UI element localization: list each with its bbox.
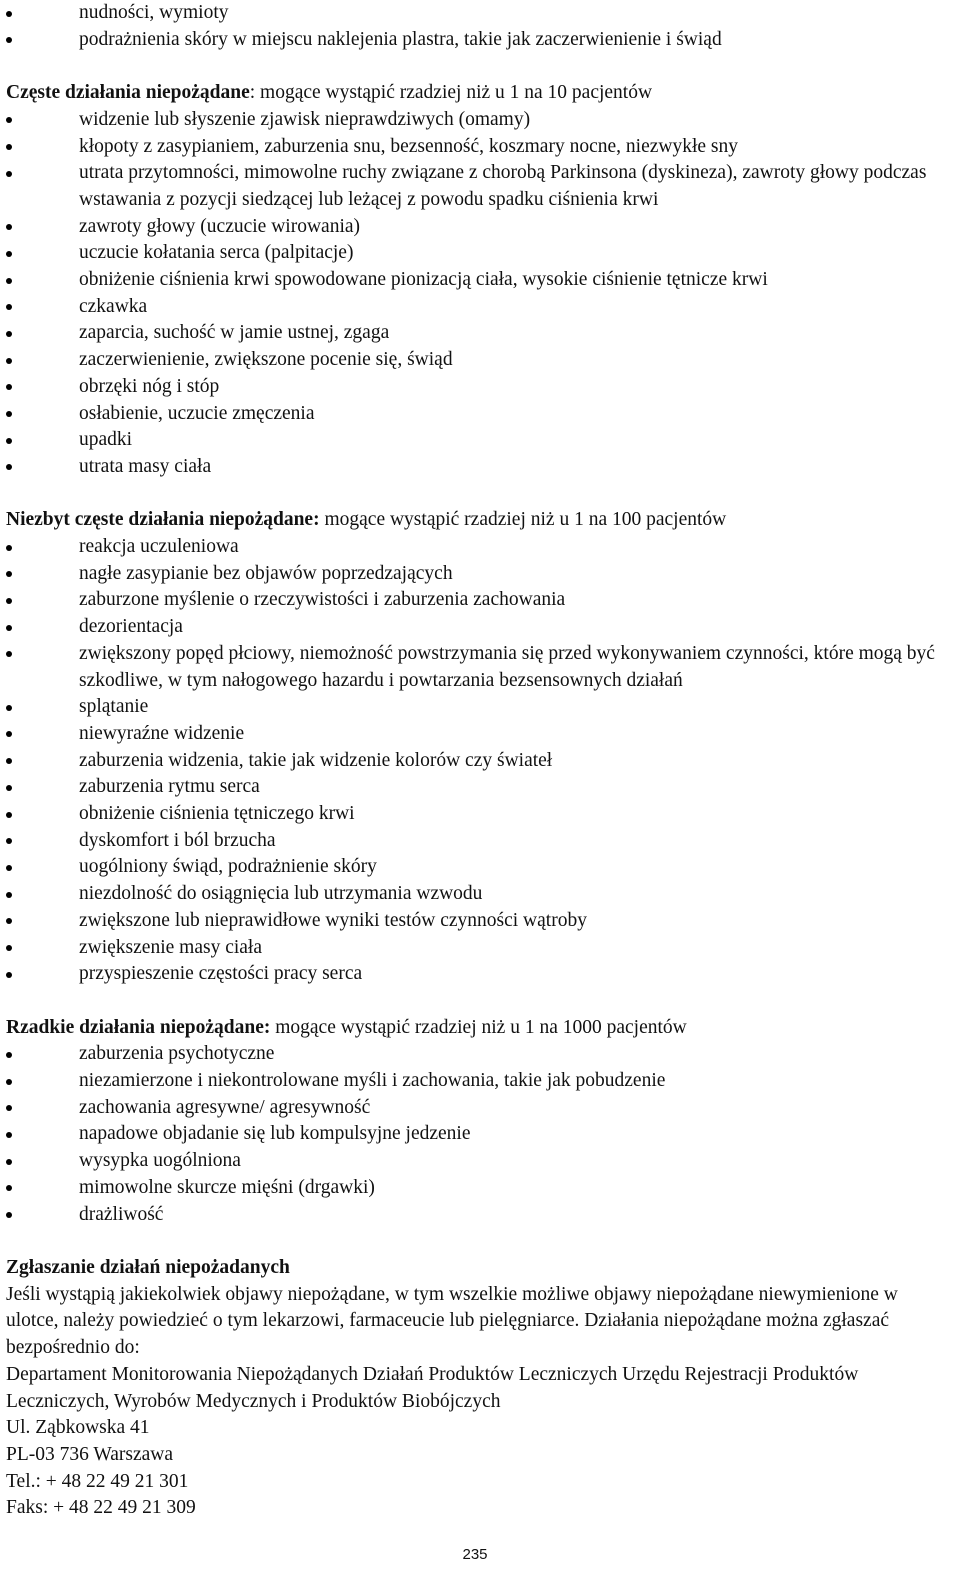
list-item (6, 454, 954, 481)
common-heading (6, 80, 954, 107)
list-item (6, 320, 954, 347)
list-item-text: zwiększenie masy ciała (79, 936, 262, 958)
bullet-icon (6, 892, 12, 898)
rare-heading-bold: Rzadkie działania niepożądane: (6, 1016, 271, 1038)
list-item-text: uogólniony świąd, podrażnienie skóry (79, 856, 377, 878)
list-item (6, 828, 954, 855)
bullet-icon (6, 464, 12, 470)
list-item (6, 774, 954, 801)
uncommon-heading-rest: mogące wystąpić rzadziej niż u 1 na 100 pacjentów (319, 509, 727, 531)
bullet-icon (6, 278, 12, 284)
bullet-icon (6, 758, 12, 764)
reporting-paragraph: Jeśli wystąpią jakiekolwiek objawy niepożądane, w tym wszelkie możliwe objawy niepożądane niewymienione w ulotce, należy powiedzieć o tym lekarzowi, farmaceucie lub pielęgniarce. Działania niepożądane można zgłaszać bezpośrednio do: (6, 1283, 898, 1359)
list-item (6, 1175, 954, 1202)
leaflet-page (6, 0, 954, 1522)
address-city: PL-03 736 Warszawa (6, 1443, 174, 1465)
list-item (6, 374, 954, 401)
list-item-text: upadki (79, 429, 133, 451)
common-heading-rest: : mogące wystąpić rzadziej niż u 1 na 10 pacjentów (249, 82, 653, 104)
common-list (6, 107, 954, 481)
list-item-text: czkawka (79, 295, 148, 317)
list-item (6, 641, 954, 694)
list-item-text: niezdolność do osiągnięcia lub utrzymania wzwodu (79, 883, 483, 905)
bullet-icon (6, 117, 12, 123)
list-item (6, 347, 954, 374)
reporting-heading (6, 1255, 954, 1282)
list-item (6, 427, 954, 454)
list-item (6, 27, 954, 54)
bullet-icon (6, 812, 12, 818)
list-item-text: mimowolne skurcze mięśni (drgawki) (79, 1176, 375, 1198)
bullet-icon (6, 731, 12, 737)
list-item (6, 587, 954, 614)
list-item (6, 107, 954, 134)
uncommon-heading-bold: Niezbyt częste działania niepożądane: (6, 509, 320, 531)
list-item-text: niewyraźne widzenie (79, 722, 245, 744)
bullet-icon (6, 1212, 12, 1218)
list-item (6, 801, 954, 828)
bullet-icon (6, 705, 12, 711)
list-item (6, 748, 954, 775)
list-item-text: utrata przytomności, mimowolne ruchy związane z chorobą Parkinsona (dyskineza), zawroty głowy podczas wstawania z pozycji siedzącej lub leżącej z powodu spadku ciśnienia krwi (79, 162, 927, 210)
list-item-text: zaburzone myślenie o rzeczywistości i zaburzenia zachowania (79, 589, 566, 611)
bullet-icon (6, 598, 12, 604)
bullet-icon (6, 785, 12, 791)
bullet-icon (6, 1052, 12, 1058)
list-item-text: uczucie kołatania serca (palpitacje) (79, 242, 354, 264)
address-fax: Faks: + 48 22 49 21 309 (6, 1497, 196, 1519)
list-item-text: obrzęki nóg i stóp (79, 375, 220, 397)
list-item-text: zaburzenia rytmu serca (79, 776, 260, 798)
list-item (6, 614, 954, 641)
reporting-heading-bold: Zgłaszanie działań niepożadanych (6, 1256, 290, 1278)
list-item (6, 160, 954, 213)
page-number: 235 (462, 1546, 488, 1563)
bullet-icon (6, 1105, 12, 1111)
bullet-icon (6, 37, 12, 43)
list-item-text: zaparcia, suchość w jamie ustnej, zgaga (79, 322, 390, 344)
bullet-icon (6, 625, 12, 631)
list-item (6, 134, 954, 161)
rare-heading-rest: mogące wystąpić rzadziej niż u 1 na 1000 pacjentów (270, 1016, 687, 1038)
list-item (6, 1148, 954, 1175)
list-item-text: osłabienie, uczucie zmęczenia (79, 402, 315, 424)
list-item-text: przyspieszenie częstości pracy serca (79, 963, 363, 985)
list-item-text: zwiększony popęd płciowy, niemożność powstrzymania się przed wykonywaniem czynności, które mogą być szkodliwe, w tym nałogowego hazardu i powtarzania bezsensownych działań (79, 642, 935, 691)
uncommon-list (6, 534, 954, 988)
list-item-text: splątanie (79, 696, 149, 718)
list-item-text: drażliwość (79, 1203, 164, 1225)
bullet-icon (6, 384, 12, 390)
list-item (6, 1095, 954, 1122)
list-item-text: zwiększone lub nieprawidłowe wyniki testów czynności wątroby (79, 909, 587, 931)
list-item-text: kłopoty z zasypianiem, zaburzenia snu, bezsenność, koszmary nocne, niezwykłe sny (79, 135, 738, 157)
list-item (6, 561, 954, 588)
bullet-icon (6, 838, 12, 844)
list-item-text: napadowe objadanie się lub kompulsyjne jedzenie (79, 1123, 471, 1145)
common-heading-bold: Częste działania niepożądane (6, 82, 250, 104)
bullet-icon (6, 1159, 12, 1165)
list-item (6, 881, 954, 908)
list-item (6, 294, 954, 321)
bullet-icon (6, 411, 12, 417)
list-item (6, 961, 954, 988)
list-item (6, 1041, 954, 1068)
bullet-icon (6, 651, 12, 657)
list-item-text: zachowania agresywne/ agresywność (79, 1096, 371, 1118)
list-item (6, 1202, 954, 1229)
list-item-text: zaczerwienienie, zwiększone pocenie się, świąd (79, 349, 453, 371)
uncommon-heading (6, 507, 954, 534)
bullet-icon (6, 1079, 12, 1085)
bullet-icon (6, 171, 12, 177)
list-item-text: widzenie lub słyszenie zjawisk nieprawdziwych (omamy) (79, 108, 531, 130)
list-item-text: utrata masy ciała (79, 455, 212, 477)
list-item (6, 240, 954, 267)
bullet-icon (6, 304, 12, 310)
bullet-icon (6, 224, 12, 230)
bullet-icon (6, 945, 12, 951)
intro-list (6, 0, 954, 53)
list-item (6, 721, 954, 748)
list-item-text: reakcja uczuleniowa (79, 536, 239, 558)
list-item-text: nagłe zasypianie bez objawów poprzedzających (79, 562, 453, 584)
list-item (6, 0, 954, 27)
bullet-icon (6, 545, 12, 551)
list-item (6, 935, 954, 962)
bullet-icon (6, 1132, 12, 1138)
list-item (6, 401, 954, 428)
list-item (6, 534, 954, 561)
bullet-icon (6, 438, 12, 444)
list-item-text: dezorientacja (79, 616, 183, 638)
list-item (6, 854, 954, 881)
address-agency: Departament Monitorowania Niepożądanych Działań Produktów Leczniczych Urzędu Rejestracji Produktów Leczniczych, Wyrobów Medycznych i Produktów Biobójczych (6, 1363, 859, 1412)
list-item-text: niezamierzone i niekontrolowane myśli i zachowania, takie jak pobudzenie (79, 1070, 666, 1092)
rare-list (6, 1041, 954, 1228)
list-item (6, 1121, 954, 1148)
rare-heading (6, 1015, 954, 1042)
bullet-icon (6, 331, 12, 337)
bullet-icon (6, 571, 12, 577)
list-item-text: zaburzenia widzenia, takie jak widzenie kolorów czy świateł (79, 749, 553, 771)
address-phone: Tel.: + 48 22 49 21 301 (6, 1470, 189, 1492)
bullet-icon (6, 358, 12, 364)
list-item-text: zawroty głowy (uczucie wirowania) (79, 215, 361, 237)
list-item-text: nudności, wymioty (79, 2, 229, 23)
bullet-icon (6, 144, 12, 150)
list-item (6, 267, 954, 294)
bullet-icon (6, 865, 12, 871)
list-item-text: podrażnienia skóry w miejscu naklejenia plastra, takie jak zaczerwienienie i świąd (79, 28, 722, 50)
list-item-text: zaburzenia psychotyczne (79, 1043, 275, 1065)
bullet-icon (6, 11, 12, 17)
list-item (6, 694, 954, 721)
bullet-icon (6, 972, 12, 978)
bullet-icon (6, 251, 12, 257)
list-item-text: obniżenie ciśnienia tętniczego krwi (79, 803, 355, 825)
bullet-icon (6, 1185, 12, 1191)
list-item-text: obniżenie ciśnienia krwi spowodowane pionizacją ciała, wysokie ciśnienie tętnicze krwi (79, 269, 768, 291)
address-street: Ul. Ząbkowska 41 (6, 1417, 150, 1439)
list-item-text: wysypka uogólniona (79, 1150, 241, 1172)
bullet-icon (6, 918, 12, 924)
list-item-text: dyskomfort i ból brzucha (79, 829, 276, 851)
list-item (6, 1068, 954, 1095)
list-item (6, 214, 954, 241)
list-item (6, 908, 954, 935)
